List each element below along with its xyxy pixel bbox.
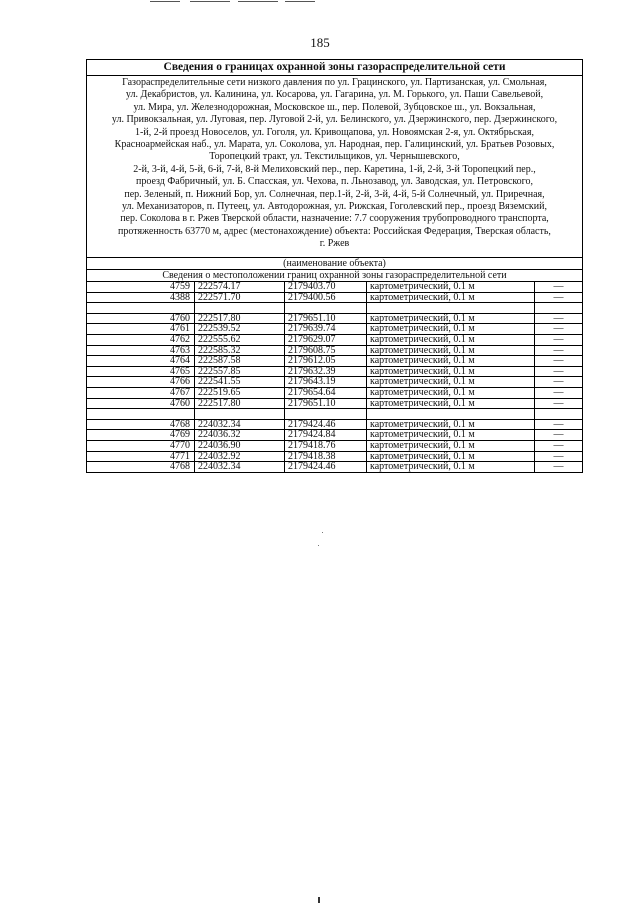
method-cell (367, 303, 535, 314)
point-number: 4767 (87, 387, 195, 398)
point-number: 4761 (87, 324, 195, 335)
scan-top-marks (0, 0, 330, 6)
method-cell: картометрический, 0.1 м (367, 366, 535, 377)
table-row (87, 292, 582, 303)
extra-cell: — (535, 334, 583, 345)
extra-cell: — (535, 282, 583, 292)
description-line: ул. Механизаторов, п. Путеец, ул. Автодорожная, ул. Рижская, Гоголевский пер., проезд Вяземский, (122, 201, 547, 213)
method-cell: картометрический, 0.1 м (367, 462, 535, 472)
point-number: 4388 (87, 292, 195, 303)
point-number: 4760 (87, 398, 195, 409)
point-number: 4771 (87, 451, 195, 462)
method-cell: картометрический, 0.1 м (367, 451, 535, 462)
coord-y: 2179629.07 (285, 334, 367, 345)
coord-y: 2179424.46 (285, 462, 367, 472)
description-line: проезд Фабричный, ул. Б. Спасская, ул. Чехова, п. Льнозавод, ул. Заводская, ул. Петровского, (135, 176, 534, 188)
coord-y: 2179400.56 (285, 292, 367, 303)
coord-x: 222539.52 (195, 324, 285, 335)
table-row (87, 334, 582, 345)
table-row (87, 313, 582, 324)
point-number: 4770 (87, 440, 195, 451)
description-line: пер. Соколова в г. Ржев Тверской области, назначение: 7.7 сооружения трубопроводного транспорта, (120, 213, 549, 225)
table-row (87, 451, 582, 462)
description-line: протяженность 63770 м, адрес (местонахождение) объекта: Российская Федерация, Тверская область, (118, 225, 551, 237)
scan-speck (318, 545, 319, 546)
table-row (87, 419, 582, 430)
point-number: 4768 (87, 419, 195, 430)
table-row (87, 377, 582, 388)
boundary-table (86, 59, 583, 473)
point-number: 4768 (87, 462, 195, 472)
extra-cell: — (535, 387, 583, 398)
coord-y: 2179424.46 (285, 419, 367, 430)
table-row (87, 324, 582, 335)
extra-cell: — (535, 292, 583, 303)
coord-x: 222585.32 (195, 345, 285, 356)
coord-y: 2179654.64 (285, 387, 367, 398)
method-cell: картометрический, 0.1 м (367, 387, 535, 398)
table-row (87, 356, 582, 367)
method-cell: картометрический, 0.1 м (367, 292, 535, 303)
coord-x: 222574.17 (195, 282, 285, 292)
point-number: 4763 (87, 345, 195, 356)
extra-cell: — (535, 398, 583, 409)
extra-cell: — (535, 451, 583, 462)
coord-y: 2179608.75 (285, 345, 367, 356)
coord-x: 222587.58 (195, 356, 285, 367)
point-number: 4765 (87, 366, 195, 377)
object-caption: (наименование объекта) (87, 258, 582, 270)
method-cell: картометрический, 0.1 м (367, 377, 535, 388)
table-row (87, 398, 582, 409)
method-cell: картометрический, 0.1 м (367, 419, 535, 430)
point-number (87, 409, 195, 420)
coord-x: 224032.34 (195, 419, 285, 430)
method-cell: картометрический, 0.1 м (367, 282, 535, 292)
extra-cell (535, 303, 583, 314)
coord-y: 2179612.05 (285, 356, 367, 367)
method-cell (367, 409, 535, 420)
coord-y: 2179403.70 (285, 282, 367, 292)
coord-x: 224032.92 (195, 451, 285, 462)
object-description (87, 76, 582, 258)
description-line: пер. Зеленый, п. Нижний Бор, ул. Солнечная, пер.1-й, 2-й, 3-й, 4-й, 5-й Солнечный, ул. Приречная, (124, 188, 545, 200)
method-cell: картометрический, 0.1 м (367, 398, 535, 409)
point-number: 4762 (87, 334, 195, 345)
description-line: 1-й, 2-й проезд Новоселов, ул. Гоголя, ул. Кривощапова, ул. Новоямская 2-я, ул. Октябрьская, (135, 126, 534, 138)
point-number: 4769 (87, 430, 195, 441)
coordinates-table (87, 282, 582, 472)
point-number: 4759 (87, 282, 195, 292)
coord-x: 222541.55 (195, 377, 285, 388)
coord-x: 224032.34 (195, 462, 285, 472)
method-cell: картометрический, 0.1 м (367, 430, 535, 441)
description-line: 2-й, 3-й, 4-й, 5-й, 6-й, 7-й, 8-й Мелиховский пер., пер. Каретина, 1-й, 2-й, 3-й Торопецкий пер., (133, 163, 536, 175)
extra-cell (535, 409, 583, 420)
table-row (87, 440, 582, 451)
table-row (87, 387, 582, 398)
description-line: ул. Привокзальная, ул. Луговая, пер. Луговой 2-й, ул. Белинского, ул. Дзержинского, пер. Дзержинского, (111, 114, 558, 126)
coord-x: 222557.85 (195, 366, 285, 377)
extra-cell: — (535, 419, 583, 430)
description-line: Газораспределительные сети низкого давления по ул. Грацинского, ул. Партизанская, ул. Смольная, (122, 77, 547, 88)
extra-cell: — (535, 430, 583, 441)
extra-cell: — (535, 313, 583, 324)
table-row (87, 430, 582, 441)
coord-x (195, 303, 285, 314)
extra-cell: — (535, 324, 583, 335)
extra-cell: — (535, 345, 583, 356)
method-cell: картометрический, 0.1 м (367, 334, 535, 345)
scan-bottom-mark (318, 897, 320, 903)
coord-y: 2179651.10 (285, 398, 367, 409)
extra-cell: — (535, 440, 583, 451)
description-line: Торопецкий тракт, ул. Текстильщиков, ул. Чернышевского, (209, 151, 460, 163)
coord-x: 222519.65 (195, 387, 285, 398)
page-number: 185 (310, 35, 330, 50)
table-row (87, 462, 582, 472)
table-row (87, 345, 582, 356)
coord-y: 2179424.84 (285, 430, 367, 441)
table-row (87, 303, 582, 314)
point-number: 4766 (87, 377, 195, 388)
coord-y: 2179639.74 (285, 324, 367, 335)
coord-x: 222555.62 (195, 334, 285, 345)
description-line: Красноармейская наб., ул. Марата, ул. Соколова, ул. Народная, пер. Галицинский, ул. Братьев Розовых, (114, 139, 555, 151)
extra-cell: — (535, 356, 583, 367)
coord-y: 2179643.19 (285, 377, 367, 388)
method-cell: картометрический, 0.1 м (367, 345, 535, 356)
point-number: 4764 (87, 356, 195, 367)
coord-x: 222571.70 (195, 292, 285, 303)
description-line: г. Ржев (319, 238, 350, 250)
description-line: ул. Декабристов, ул. Калинина, ул. Косарова, ул. Гагарина, ул. М. Горького, ул. Паши Савельевой, (125, 89, 544, 101)
description-line: ул. Мира, ул. Железнодорожная, Московское ш., пер. Полевой, Зубцовское ш., ул. Вокзальная, (133, 101, 536, 113)
coord-y (285, 409, 367, 420)
table-row (87, 282, 582, 292)
coord-x: 222517.80 (195, 398, 285, 409)
coord-x (195, 409, 285, 420)
scan-speck (322, 532, 323, 533)
coord-y: 2179418.76 (285, 440, 367, 451)
extra-cell: — (535, 377, 583, 388)
method-cell: картометрический, 0.1 м (367, 356, 535, 367)
point-number (87, 303, 195, 314)
table-row (87, 366, 582, 377)
method-cell: картометрический, 0.1 м (367, 313, 535, 324)
coord-x: 224036.32 (195, 430, 285, 441)
coord-x: 222517.80 (195, 313, 285, 324)
coord-y: 2179418.38 (285, 451, 367, 462)
method-cell: картометрический, 0.1 м (367, 324, 535, 335)
extra-cell: — (535, 366, 583, 377)
coords-title: Сведения о местоположении границ охранной зоны газораспределительной сети (87, 270, 582, 282)
section-title: Сведения о границах охранной зоны газораспределительной сети (87, 60, 582, 76)
coord-x: 224036.90 (195, 440, 285, 451)
coord-y: 2179651.10 (285, 313, 367, 324)
method-cell: картометрический, 0.1 м (367, 440, 535, 451)
table-row (87, 409, 582, 420)
coord-y (285, 303, 367, 314)
point-number: 4760 (87, 313, 195, 324)
coord-y: 2179632.39 (285, 366, 367, 377)
extra-cell: — (553, 461, 564, 472)
